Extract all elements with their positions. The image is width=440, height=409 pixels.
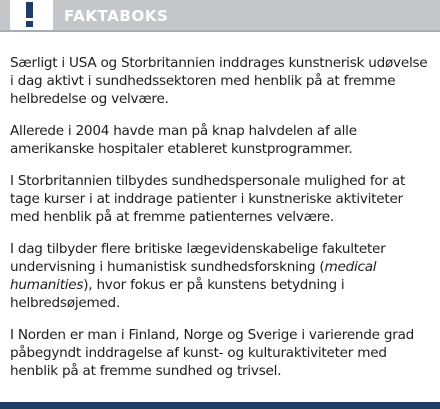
alert-badge <box>10 0 48 30</box>
exclamation-icon <box>22 2 36 28</box>
paragraph-uk-courses: I Storbritannien tilbydes sundhedspersonale mulighed for at tage kurser i at inddrage patienter i kunstneriske aktiviteter med henblik på at fremme patienternes velvære. <box>10 173 406 225</box>
paragraph-nordic: I Norden er man i Finland, Norge og Sverige i varierende grad påbegyndt inddragelse af kunst- og kulturaktiviteter med henblik på at fremme sundhed og trivsel. <box>10 327 415 379</box>
fact-box-content <box>10 54 432 380</box>
emphasis-term: medical humanities <box>10 259 377 293</box>
paragraph-2004: Allerede i 2004 havde man på knap halvdelen af alle amerikanske hospitaler etableret kunstprogrammer. <box>10 123 357 157</box>
paragraph-text: ), hvor fokus er på kunstens betydning i helbredsøjemed. <box>10 277 345 311</box>
paragraph-medical-humanities <box>10 240 432 312</box>
fact-box-title: FAKTABOKS <box>64 7 169 25</box>
bottom-rule <box>0 402 440 409</box>
header-separator <box>48 0 53 30</box>
paragraph-usa-uk: Særligt i USA og Storbritannien inddrages kunstnerisk udøvelse i dag aktivt i sundhedssektoren med henblik på at fremme helbredelse og velvære. <box>10 55 428 107</box>
fact-box-header <box>0 0 440 32</box>
paragraph-text: I dag tilbyder flere britiske lægevidenskabelige fakulteter undervisning i humanistisk sundhedsforskning ( <box>10 241 386 275</box>
